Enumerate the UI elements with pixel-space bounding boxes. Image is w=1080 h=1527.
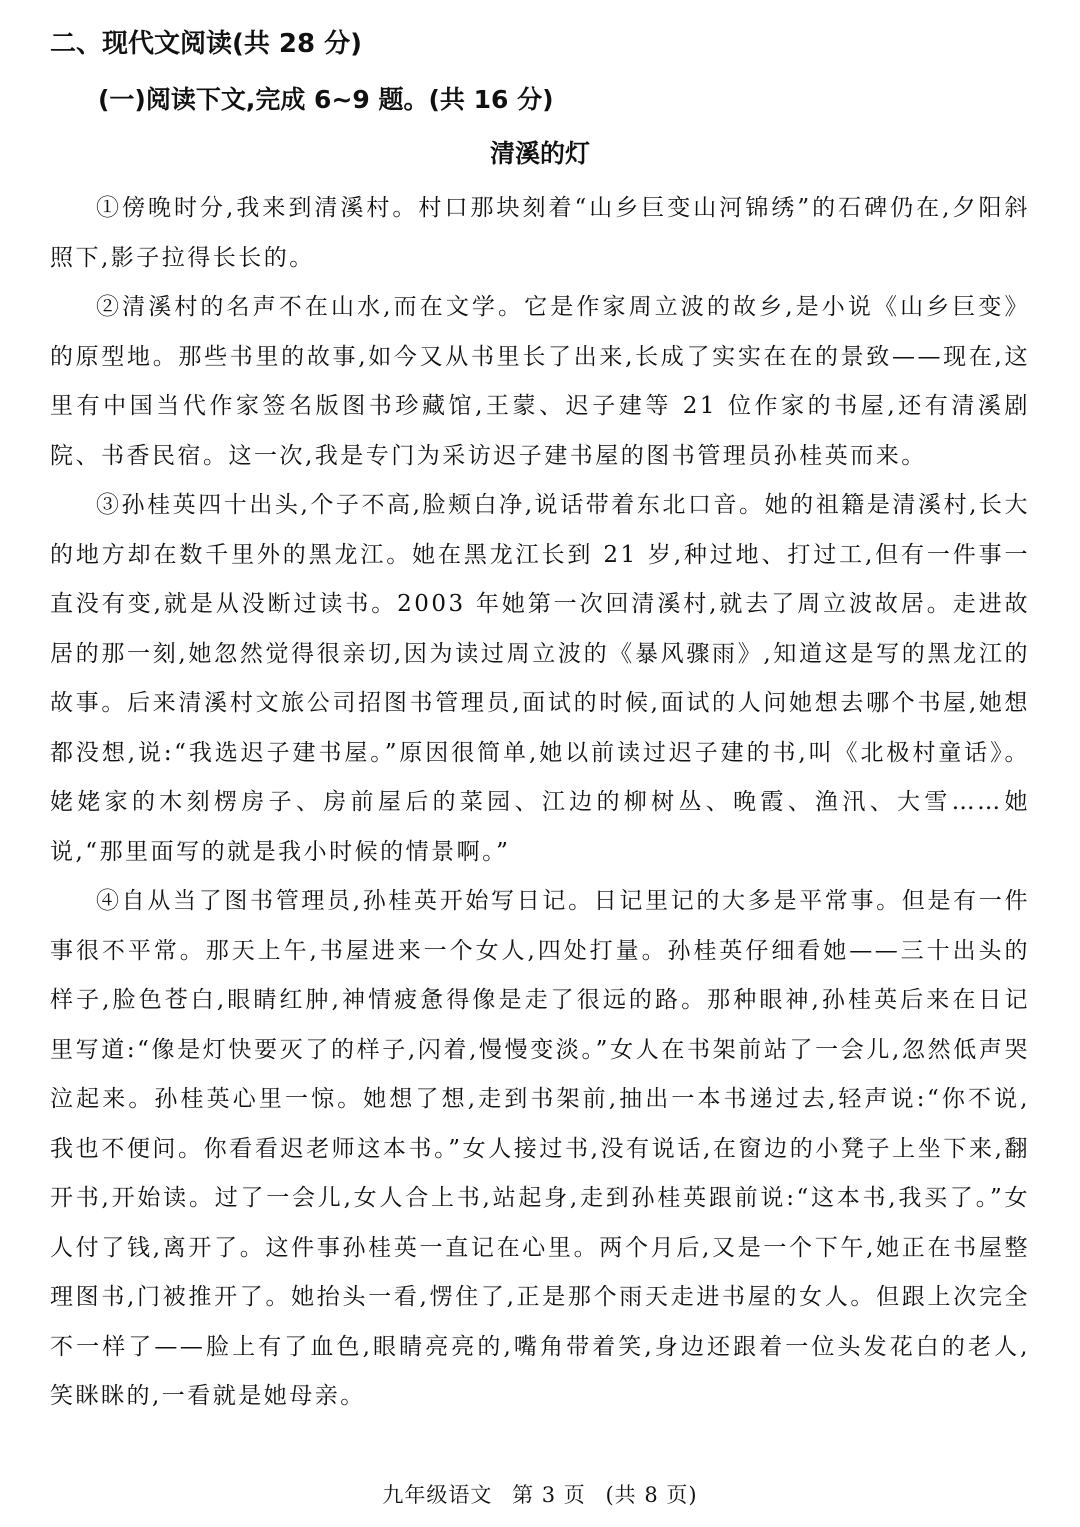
footer-total-pages: (共 8 页): [605, 1483, 698, 1507]
page-footer: [0, 1479, 1080, 1509]
part-heading: (一)阅读下文,完成 6~9 题。(共 16 分): [98, 85, 554, 114]
section-heading: 二、现代文阅读(共 28 分): [50, 29, 363, 59]
article-body: [50, 184, 1030, 1422]
footer-subject: 九年级语文: [382, 1483, 493, 1507]
paragraph-4: ④自从当了图书管理员,孙桂英开始写日记。日记里记的大多是平常事。但是有一件事很不平常。那天上午,书屋进来一个女人,四处打量。孙桂英仔细看她——三十出头的样子,脸色苍白,眼睛红肿,神情疲惫得像是走了很远的路。那种眼神,孙桂英后来在日记里写道:“像是灯快要灭了的样子,闪着,慢慢变淡。”女人在书架前站了一会儿,忽然低声哭泣起来。孙桂英心里一惊。她想了想,走到书架前,抽出一本书递过去,轻声说:“你不说,我也不便问。你看看迟老师这本书。”女人接过书,没有说话,在窗边的小凳子上坐下来,翻开书,开始读。过了一会儿,女人合上书,站起身,走到孙桂英跟前说:“这本书,我买了。”女人付了钱,离开了。这件事孙桂英一直记在心里。两个月后,又是一个下午,她正在书屋整理图书,门被推开了。她抬头一看,愣住了,正是那个雨天走进书屋的女人。但跟上次完全不一样了——脸上有了血色,眼睛亮亮的,嘴角带着笑,身边还跟着一位头发花白的老人,笑眯眯的,一看就是她母亲。: [50, 888, 1030, 1409]
article-title: 清溪的灯: [489, 139, 590, 168]
footer-page-number: 第 3 页: [512, 1483, 586, 1507]
paragraph-2: ②清溪村的名声不在山水,而在文学。它是作家周立波的故乡,是小说《山乡巨变》的原型地。那些书里的故事,如今又从书里长了出来,长成了实实在在的景致——现在,这里有中国当代作家签名版图书珍藏馆,王蒙、迟子建等 21 位作家的书屋,还有清溪剧院、书香民宿。这一次,我是专门为采访迟子建书屋的图书管理员孙桂英而来。: [50, 294, 1030, 469]
paragraph-1: ①傍晚时分,我来到清溪村。村口那块刻着“山乡巨变山河锦绣”的石碑仍在,夕阳斜照下,影子拉得长长的。: [50, 195, 1030, 271]
paragraph-3: ③孙桂英四十出头,个子不高,脸颊白净,说话带着东北口音。她的祖籍是清溪村,长大的地方却在数千里外的黑龙江。她在黑龙江长到 21 岁,种过地、打过工,但有一件事一直没有变,就是从没断过读书。2003 年她第一次回清溪村,就去了周立波故居。走进故居的那一刻,她忽然觉得很亲切,因为读过周立波的《暴风骤雨》,知道这是写的黑龙江的故事。后来清溪村文旅公司招图书管理员,面试的时候,面试的人问她想去哪个书屋,她想都没想,说:“我选迟子建书屋。”原因很简单,她以前读过迟子建的书,叫《北极村童话》。姥姥家的木刻楞房子、房前屋后的菜园、江边的柳树丛、晚霞、渔汛、大雪……她说,“那里面写的就是我小时候的情景啊。”: [50, 492, 1030, 865]
